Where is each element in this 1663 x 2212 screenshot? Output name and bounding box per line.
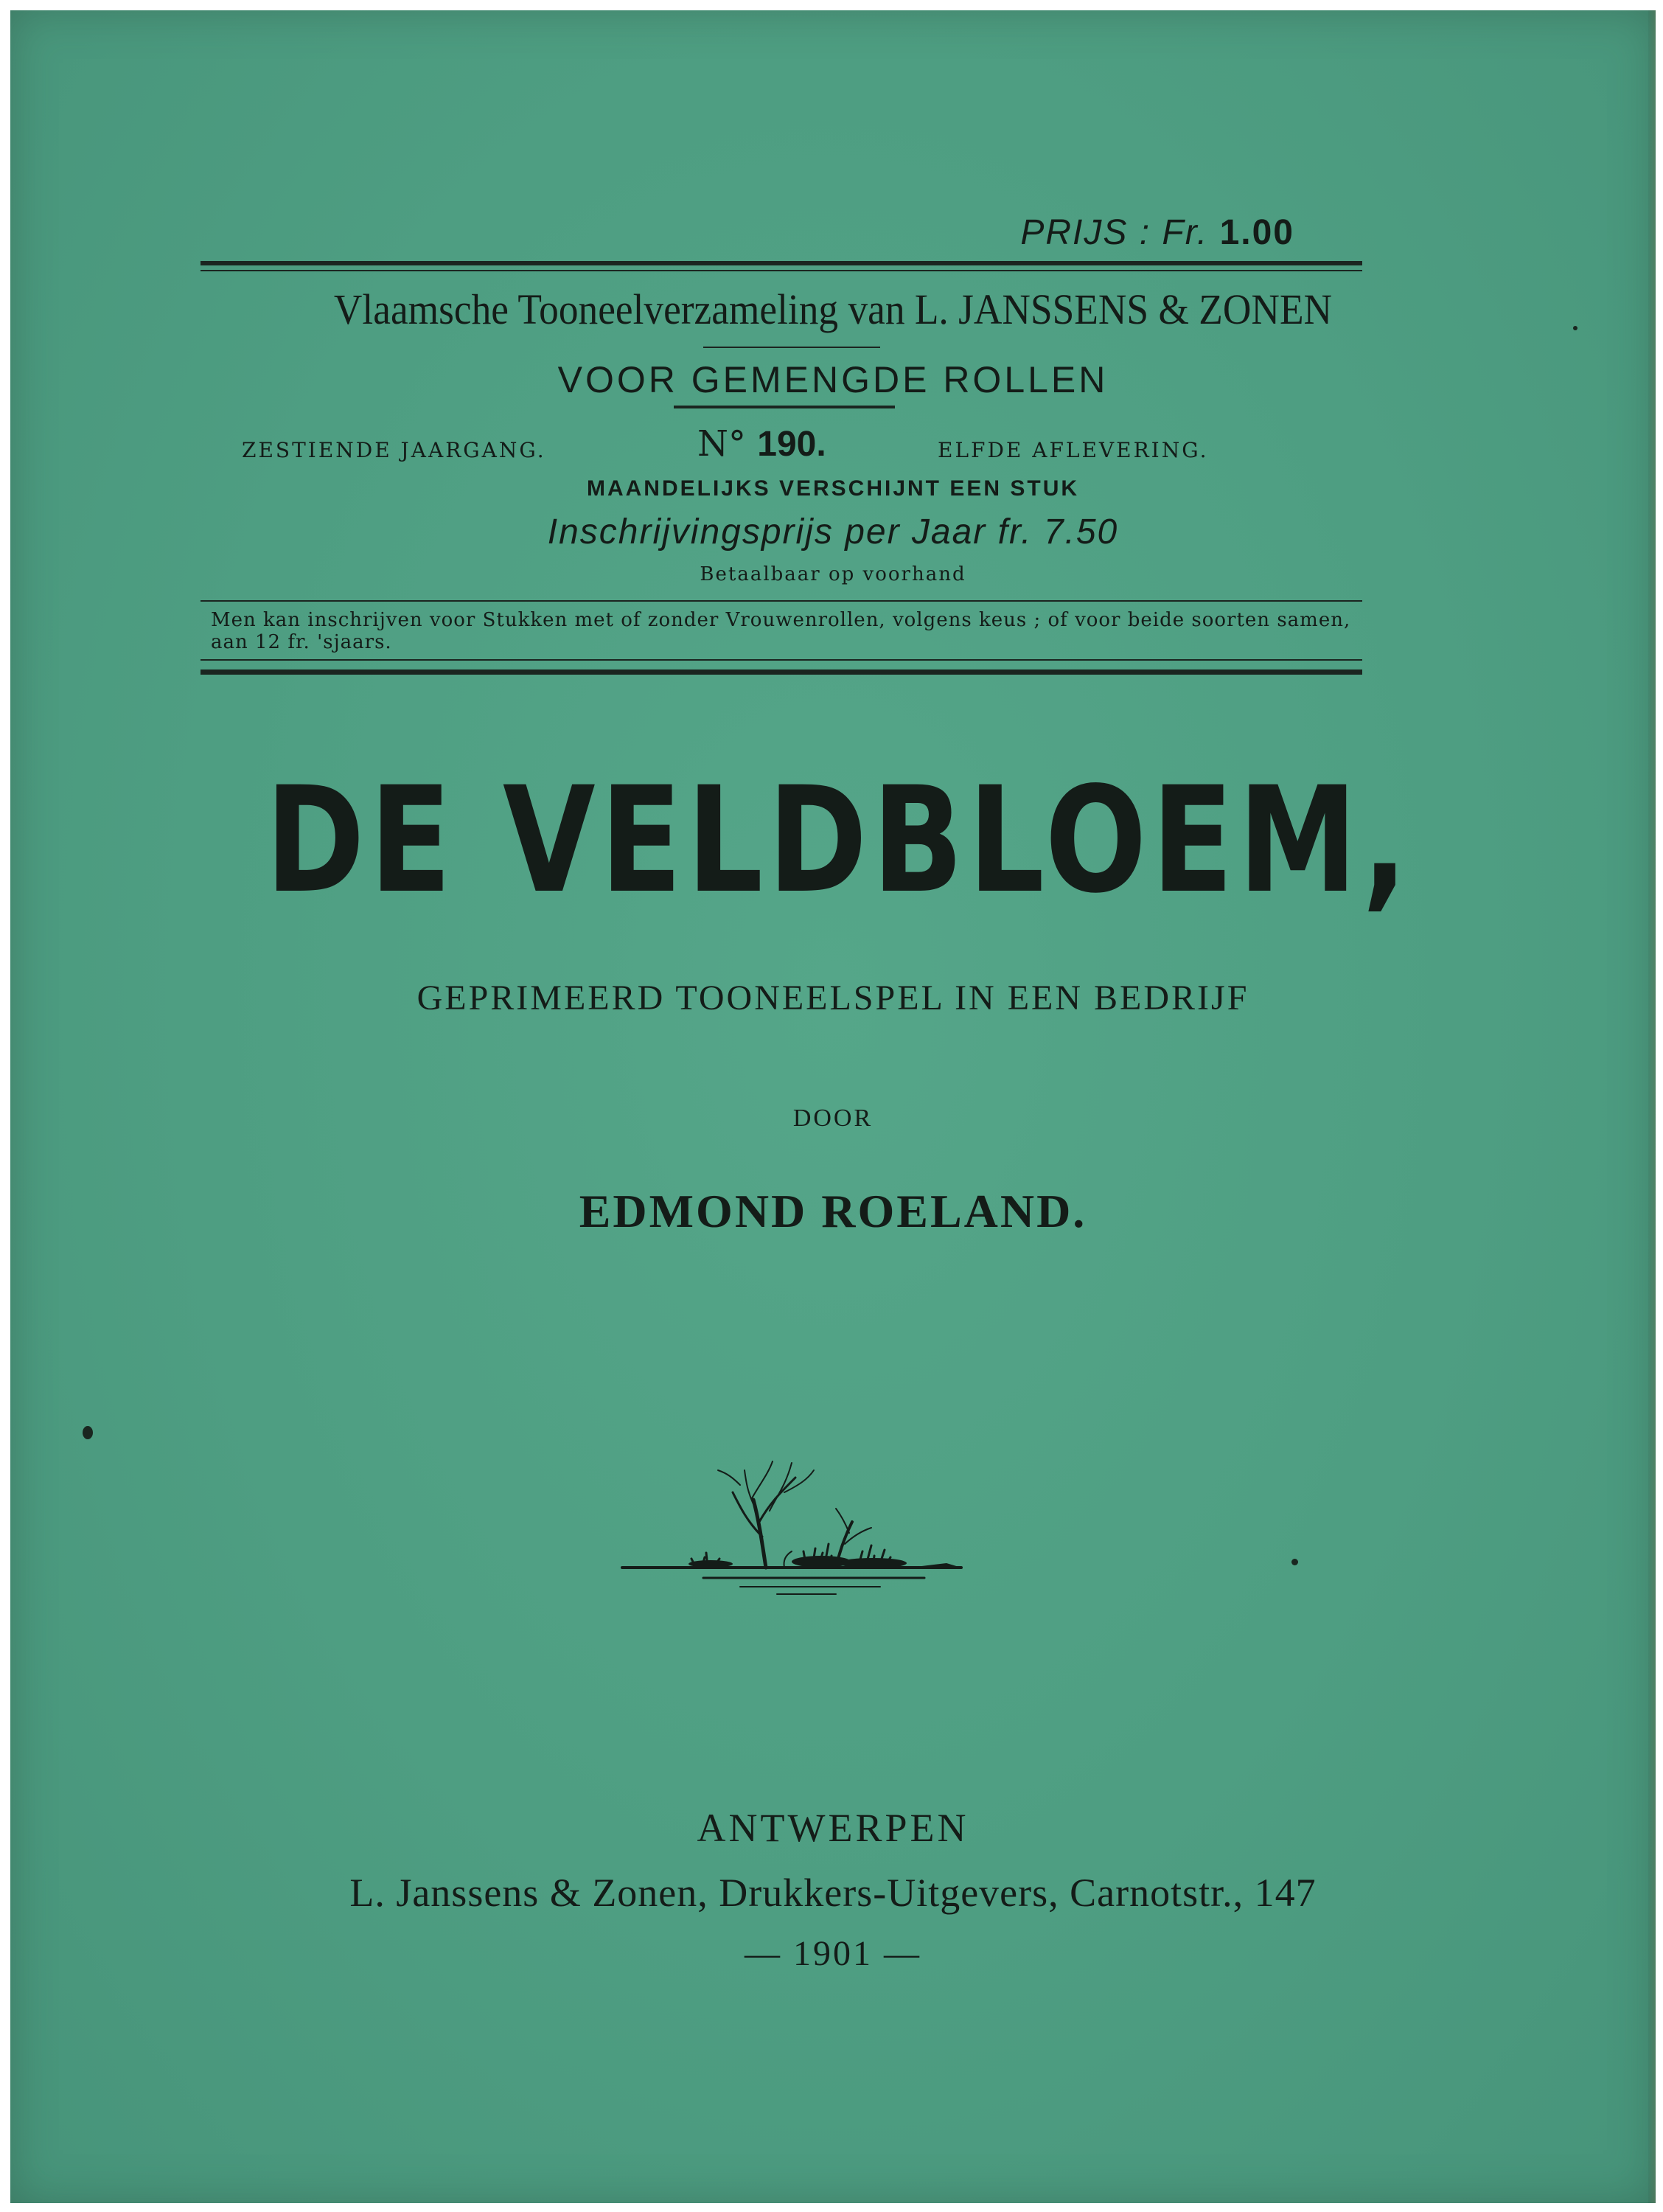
author-name: EDMOND ROELAND. — [579, 1185, 1087, 1237]
publisher-line: L. Janssens & Zonen, Drukkers-Uitgevers, Carnotstr., 147 — [349, 1871, 1317, 1915]
issue-part-label: ELFDE AFLEVERING. — [938, 438, 1209, 462]
play-subtitle: GEPRIMEERD TOONEELSPEL IN EEN BEDRIJF — [416, 978, 1249, 1018]
play-title: DE VELDBLOEM, — [265, 755, 1412, 925]
publication-year: — 1901 — — [745, 1934, 921, 1973]
book-cover — [10, 10, 1656, 2203]
roles-underline-top — [703, 347, 880, 348]
issue-number-value: 190. — [757, 425, 826, 464]
issue-number — [697, 423, 826, 465]
price-label: PRIJS : Fr. — [1020, 213, 1209, 252]
roles-underline — [674, 406, 895, 408]
issue-row — [231, 423, 1293, 467]
notice-rule-bottom-thin — [201, 659, 1362, 661]
series-heading: Vlaamsche Tooneelverzameling van L. JANSSENS & ZONEN — [333, 285, 1333, 333]
issue-number-prefix: N° — [697, 423, 746, 465]
subscription-notice: Men kan inschrijven voor Stukken met of zonder Vrouwenrollen, volgens keus ; of voor beide soorten samen, aan 12 fr. 'sjaars. — [211, 609, 1351, 653]
ink-speck — [83, 1426, 93, 1439]
landscape-vignette-icon — [615, 1441, 969, 1618]
price-value: 1.00 — [1219, 213, 1294, 252]
subscription-price: Inschrijvingsprijs per Jaar fr. 7.50 — [547, 512, 1119, 552]
price-line — [1020, 212, 1294, 253]
publication-city: ANTWERPEN — [697, 1806, 969, 1850]
payable-in-advance: Betaalbaar op voorhand — [700, 563, 966, 585]
notice-rule-top — [201, 600, 1362, 602]
issue-year-label: ZESTIENDE JAARGANG. — [242, 438, 546, 462]
monthly-notice: MAANDELIJKS VERSCHIJNT EEN STUK — [586, 476, 1080, 501]
top-rule-thin — [201, 270, 1362, 271]
by-line: DOOR — [792, 1105, 874, 1132]
ink-speck — [1291, 1559, 1298, 1565]
roles-heading: VOOR GEMENGDE ROLLEN — [557, 359, 1109, 400]
top-rule-thick — [201, 261, 1362, 265]
notice-rule-bottom-thick — [201, 669, 1362, 675]
ink-speck — [1573, 326, 1577, 330]
